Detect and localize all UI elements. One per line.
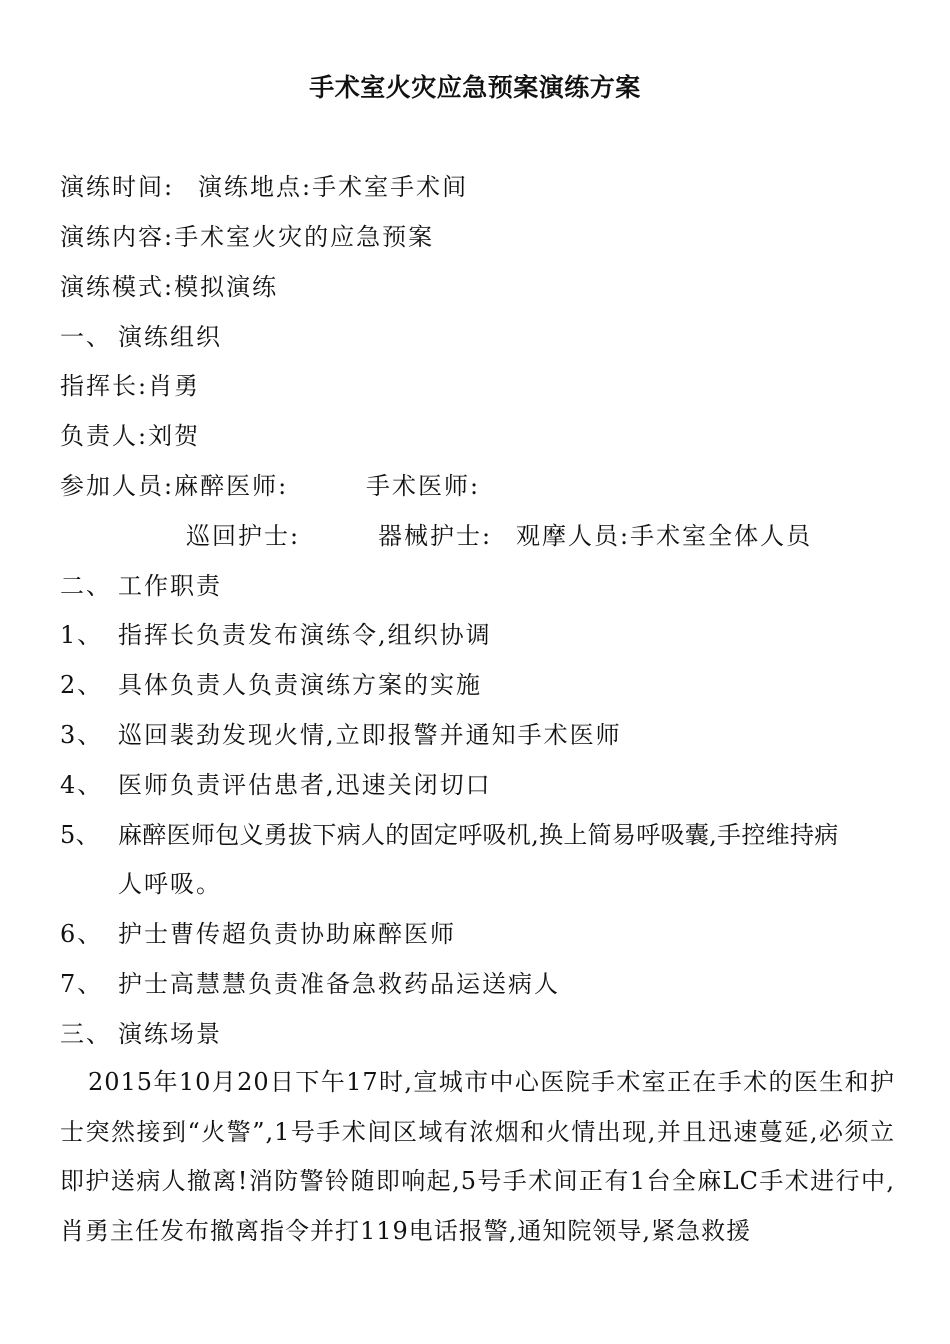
document-title: 手术室火灾应急预案演练方案 [309, 73, 641, 102]
section-number: 一、 [60, 323, 112, 351]
item-number: 2、 [60, 671, 104, 699]
scenario-text: 2015年10月20日下午17时,宣城市中心医院手术室正在手术的医生和护士突然接到“火警”,1号手术间区域有浓烟和火情出现,并且迅速蔓延,必须立即护送病人撤离!消防警铃随即响起,5号手术间正有1台全麻LC手术进行中,肖勇主任发布撤离指令并打119电话报警,通知院领导,紧急救援 [60, 1068, 895, 1246]
section-heading-scenario [60, 1019, 222, 1049]
section-number: 三、 [60, 1020, 112, 1048]
item-text: 护士曹传超负责协助麻醉医师 [118, 920, 456, 948]
item-text: 具体负责人负责演练方案的实施 [118, 671, 482, 699]
drill-content: 演练内容:手术室火灾的应急预案 [60, 223, 435, 251]
list-item [60, 720, 622, 750]
section-title: 演练场景 [118, 1020, 222, 1048]
section-heading-duties [60, 571, 222, 601]
item-number: 7、 [60, 970, 104, 998]
item-number: 1、 [60, 621, 104, 649]
item-text: 指挥长负责发布演练令,组织协调 [118, 621, 492, 649]
section-heading-organization [60, 322, 222, 352]
item-text: 麻醉医师包义勇拔下病人的固定呼吸机,换上简易呼吸囊,手控维持病 [118, 821, 839, 849]
list-item [60, 620, 492, 650]
scrub-nurse-label: 器械护士: [378, 522, 493, 550]
section-title: 演练组织 [118, 323, 222, 351]
list-item [60, 670, 482, 700]
item-text: 巡回裴劲发现火情,立即报警并通知手术医师 [118, 721, 622, 749]
surgeon-label: 手术医师: [366, 472, 481, 500]
list-item [60, 969, 560, 999]
item-text: 护士高慧慧负责准备急救药品运送病人 [118, 970, 560, 998]
list-item [60, 919, 456, 949]
item-number: 3、 [60, 721, 104, 749]
drill-location: 演练地点:手术室手术间 [198, 173, 469, 201]
person-in-charge-line: 负责人:刘贺 [60, 422, 201, 450]
drill-mode: 演练模式:模拟演练 [60, 273, 279, 301]
list-item [60, 770, 492, 800]
item-number: 6、 [60, 920, 104, 948]
drill-time: 演练时间: [60, 173, 175, 201]
observers-label: 观摩人员:手术室全体人员 [516, 522, 813, 550]
item-number: 5、 [60, 821, 100, 849]
commander-line: 指挥长:肖勇 [60, 372, 201, 400]
list-item [60, 820, 839, 850]
participants-label: 参加人员:麻醉医师: [60, 472, 289, 500]
item-number: 4、 [60, 771, 104, 799]
scenario-paragraph [60, 1058, 895, 1257]
section-title: 工作职责 [118, 572, 222, 600]
circulating-nurse-label: 巡回护士: [186, 522, 301, 550]
item-text: 医师负责评估患者,迅速关闭切口 [118, 771, 492, 799]
list-item-continuation: 人呼吸。 [118, 870, 222, 898]
section-number: 二、 [60, 572, 112, 600]
